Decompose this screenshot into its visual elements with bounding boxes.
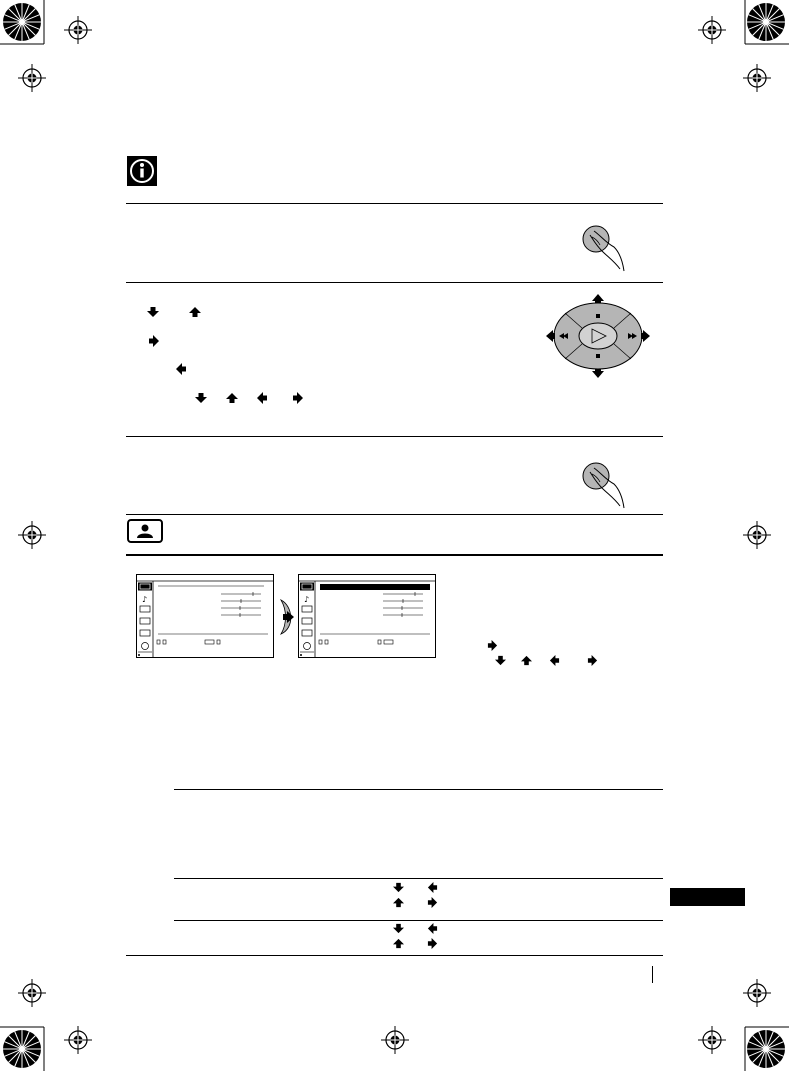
- arrow-left-icon: [427, 923, 438, 934]
- hand-pressing-button-icon: [580, 221, 626, 273]
- table-rule-1: [174, 789, 663, 790]
- hand-pressing-button-icon: [580, 458, 626, 510]
- osd-menu-screen-after: [298, 574, 436, 658]
- arrow-left-icon: [427, 882, 438, 893]
- arrow-down-icon: [393, 882, 404, 893]
- arrow-right-icon: [587, 655, 598, 666]
- osd-menu-screen-before: [136, 574, 274, 658]
- info-icon: [127, 156, 157, 186]
- page-number-divider: [652, 966, 653, 983]
- arrow-down-icon: [147, 306, 159, 318]
- arrow-down-icon: [393, 923, 404, 934]
- arrow-up-icon: [393, 897, 404, 908]
- section-rule-1: [126, 203, 663, 204]
- section-rule-2: [126, 282, 663, 283]
- arrow-left-icon: [549, 655, 560, 666]
- arrow-left-icon: [256, 392, 268, 404]
- arrow-down-icon: [195, 392, 207, 404]
- language-section-tab: [670, 888, 745, 906]
- section-rule-4: [126, 514, 663, 515]
- arrow-right-icon: [487, 640, 498, 651]
- picture-menu-icon: [127, 519, 163, 543]
- arrow-up-icon: [521, 655, 532, 666]
- arrow-up-icon: [393, 938, 404, 949]
- section-rule-5: [126, 554, 663, 556]
- next-screen-arrow-icon: [279, 598, 297, 636]
- svg-text:♪: ♪: [142, 595, 148, 604]
- arrow-right-icon: [148, 335, 160, 347]
- arrow-right-icon: [292, 392, 304, 404]
- table-rule-3: [174, 920, 663, 921]
- section-rule-6: [126, 955, 663, 956]
- arrow-down-icon: [495, 655, 506, 666]
- arrow-right-icon: [427, 897, 438, 908]
- joystick-control-icon: [545, 293, 651, 379]
- arrow-left-icon: [175, 363, 187, 375]
- arrow-right-icon: [427, 938, 438, 949]
- arrow-up-icon: [189, 306, 201, 318]
- table-rule-2: [174, 878, 663, 879]
- svg-text:♪: ♪: [304, 595, 310, 604]
- section-rule-3: [126, 436, 663, 437]
- arrow-up-icon: [226, 392, 238, 404]
